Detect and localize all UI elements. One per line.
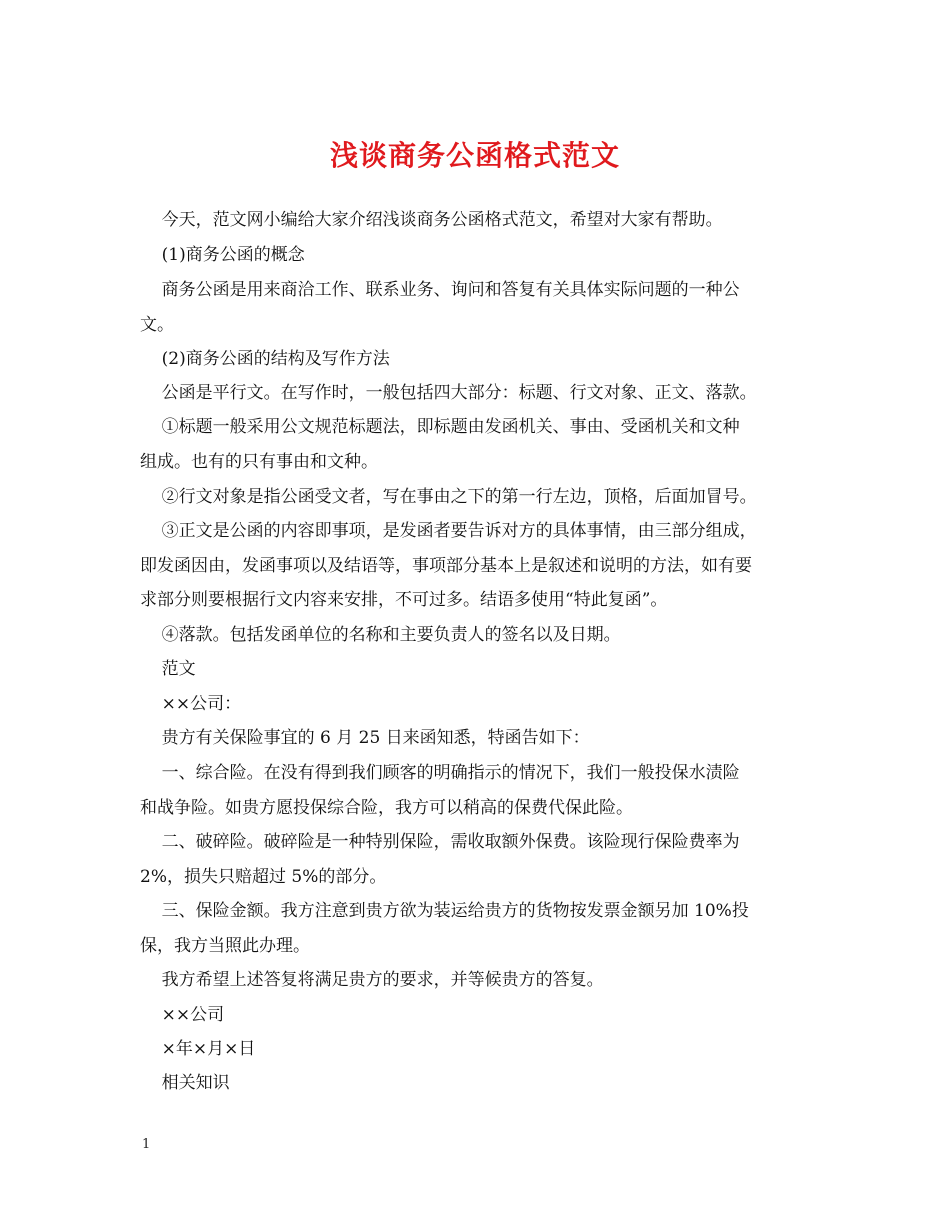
paragraph: ××公司： (140, 694, 242, 714)
paragraph: 二、破碎险。破碎险是一种特别保险，需收取额外保费。该险现行保险费率为 2%，损失只赔超过 5%的部分。 (140, 832, 740, 887)
paragraph: 三、保险金额。我方注意到贵方欲为装运给贵方的货物按发票金额另加 10%投 保，我方当照此办理。 (140, 901, 749, 956)
document-title: 浅谈商务公函格式范文 (329, 139, 620, 172)
paragraph: 公函是平行文。在写作时，一般包括四大部分：标题、行文对象、正文、落款。 (140, 383, 757, 403)
paragraph: ④落款。包括发函单位的名称和主要负责人的签名以及日期。 (140, 625, 621, 645)
paragraph: ×年×月×日 (140, 1039, 256, 1059)
paragraph: 相关知识 (140, 1073, 230, 1093)
paragraph: 范文 (140, 659, 196, 679)
page-number: 1 (142, 1137, 151, 1152)
paragraph: 一、综合险。在没有得到我们顾客的明确指示的情况下，我们一般投保水渍险 和战争险。如贵方愿投保综合险，我方可以稍高的保费代保此险。 (140, 763, 740, 818)
paragraph: ①标题一般采用公文规范标题法，即标题由发函机关、事由、受函机关和文种 组成。也有的只有事由和文种。 (140, 417, 740, 472)
paragraph: (1)商务公函的概念 (140, 245, 305, 265)
paragraph: ③正文是公函的内容即事项，是发函者要告诉对方的具体事情，由三部分组成， 即发函因由，发函事项以及结语等，事项部分基本上是叙述和说明的方法，如有要 求部分则要根据行文内容来安排，不可过多。结语多使用“特此复函”。 (140, 521, 757, 611)
paragraph: 商务公函是用来商洽工作、联系业务、询问和答复有关具体实际问题的一种公 文。 (140, 280, 740, 335)
paragraph: 我方希望上述答复将满足贵方的要求，并等候贵方的答复。 (140, 970, 604, 990)
paragraph: ××公司 (140, 1005, 225, 1025)
paragraph: 今天，范文网小编给大家介绍浅谈商务公函格式范文，希望对大家有帮助。 (140, 210, 723, 230)
paragraph: ②行文对象是指公函受文者，写在事由之下的第一行左边，顶格，后面加冒号。 (140, 487, 757, 507)
paragraph: (2)商务公函的结构及写作方法 (140, 349, 390, 369)
paragraph: 贵方有关保险事宜的 6 月 25 日来函知悉，特函告如下： (140, 728, 590, 748)
